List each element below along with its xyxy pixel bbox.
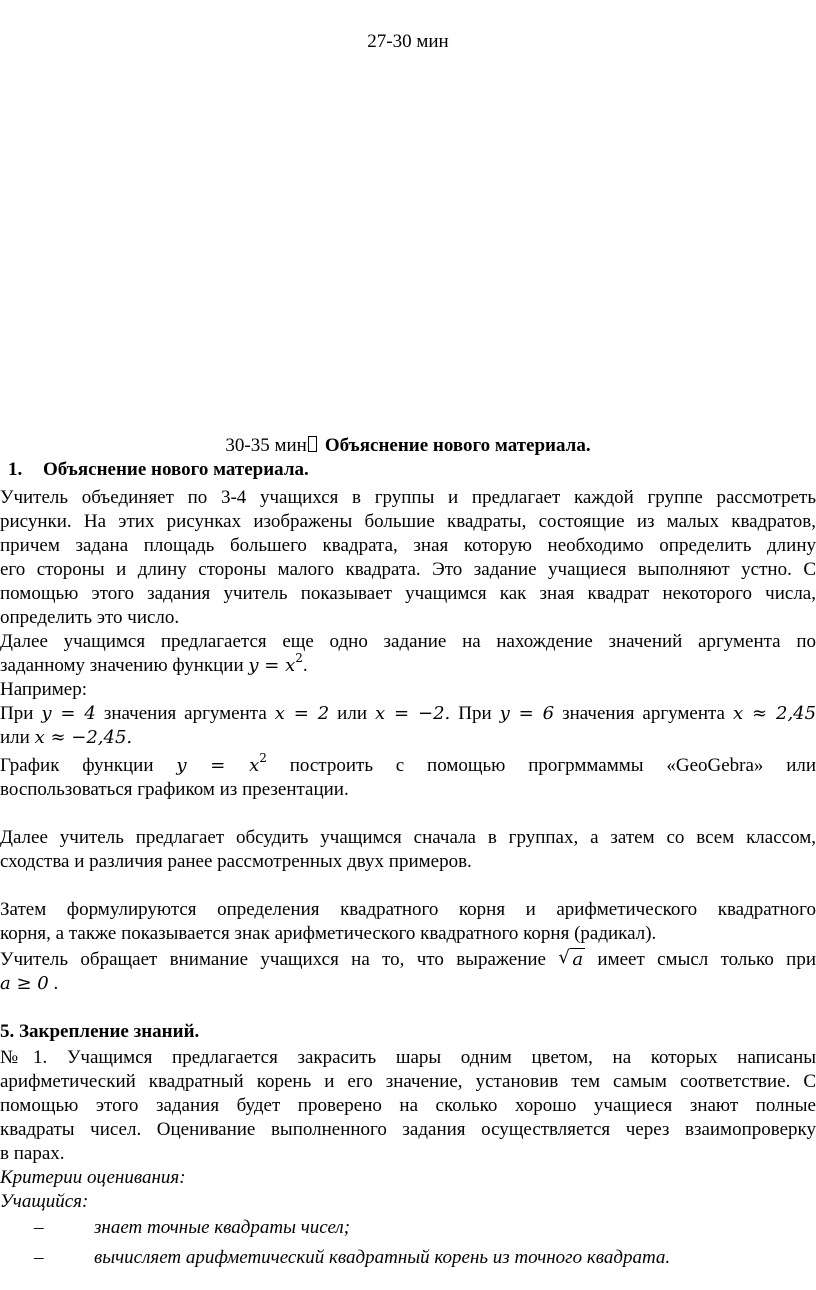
sqrt-expression: √ a [558,947,584,970]
para1-line-5: определить это число. [0,607,180,628]
formula-x-approx-m: x ≈ −2,45. [34,727,133,748]
para4-line-1: корня, а также показывается знак арифметического квадратного корня (радикал). [0,923,657,944]
formula-x-approx: x ≈ 2,45 [732,703,816,724]
para1-line-4: помощью этого задания учитель показывает учащимся как зная квадрат некоторого числа, [0,583,816,604]
formula-y-6: y = 6 [499,703,555,724]
para3-line-0: Далее учитель предлагает обсудить учащимся сначала в группах, а затем со всем классом, [0,827,816,848]
para5-line-1: Учитель обращает внимание учащихся на то, что выражение √ a имеет смысл только при [0,947,816,970]
missing-glyph-icon [308,436,317,452]
item-title: Объяснение нового материала. [43,459,309,480]
para1-line-3: его стороны и длину стороны малого квадрата. Это задание учащиеся выполняют устно. С [0,559,816,580]
criteria-item [0,1216,350,1240]
formula-y-4: y = 4 [41,703,96,724]
para1-line-0: Учитель объединяет по 3-4 учащихся в группы и предлагает каждой группе рассмотреть [0,487,816,508]
para1-line-2: причем задана площадь большего квадрата, зная которую необходимо определить длину [0,535,816,556]
task1-line-3: квадраты чисел. Оценивание выполненного задания осуществляется через взаимопроверку [0,1119,816,1140]
para2-line-1: Далее учащимся предлагается еще одно задание на нахождение значений аргумента по [0,631,816,652]
example-label: Например: [0,679,87,700]
criteria-item [0,1246,670,1270]
criteria-item-text: знает точные квадраты чисел; [94,1217,351,1238]
dash-bullet: – [34,1217,44,1238]
formula-x-2: x = 2 [274,703,330,724]
graph-line-1: График функции $y = x^2$ построить с помощью прогрммаммы «GeoGebra» или [0,751,816,776]
task1-line-0: №1. Учащимся предлагается закрасить шары одним цветом, на которых написаны [0,1047,816,1068]
para1-line-1: рисунки. На этих рисунках изображены большие квадраты, состоящие из малых квадратов, [0,511,816,532]
graph-formula: $y = x^2$ [176,751,267,776]
section-time: 30-35 мин [225,435,307,456]
header-time: 27-30 мин [367,31,449,52]
para3-line-1: сходства и различия ранее рассмотренных двух примеров. [0,851,472,872]
section-heading [0,434,816,458]
item-heading [8,458,309,482]
task1-line-2: помощью этого задания будет проверено на сколько хорошо учащиеся знают полные [0,1095,816,1116]
example-line-1: При y = 4 значения аргумента x = 2 или x = −2. При y = 6 значения аргумента x ≈ 2,45 [0,703,816,724]
para4-line-0: Затем формулируются определения квадратного корня и арифметического квадратного [0,899,816,920]
example-line-2: или x ≈ −2,45. [0,727,133,748]
condition-formula: a ≥ 0 [0,973,49,994]
criteria-item-text: вычисляет арифметический квадратный корень из точного квадрата. [94,1247,671,1268]
function-formula: $y = x^2$ [248,651,303,676]
dash-bullet: – [34,1247,44,1268]
criteria-student: Учащийся: [0,1191,89,1212]
item-number: 1. [8,459,23,480]
criteria-title: Критерии оценивания: [0,1167,186,1188]
para5-line-2: a ≥ 0 . [0,973,59,994]
formula-x-m2: x = −2. [374,703,451,724]
task1-line-4: в парах. [0,1143,65,1164]
task1-line-1: арифметический квадратный корень и его значение, установив тем самым соответствие. С [0,1071,816,1092]
para2-text: заданному значению функции [0,655,244,676]
section-title: Объяснение нового материала. [324,435,591,456]
graph-line-2: воспользоваться графиком из презентации. [0,779,349,800]
para2-line-2: заданному значению функции $y = x^2$. [0,651,308,676]
section-fix-title: 5. Закрепление знаний. [0,1021,200,1042]
